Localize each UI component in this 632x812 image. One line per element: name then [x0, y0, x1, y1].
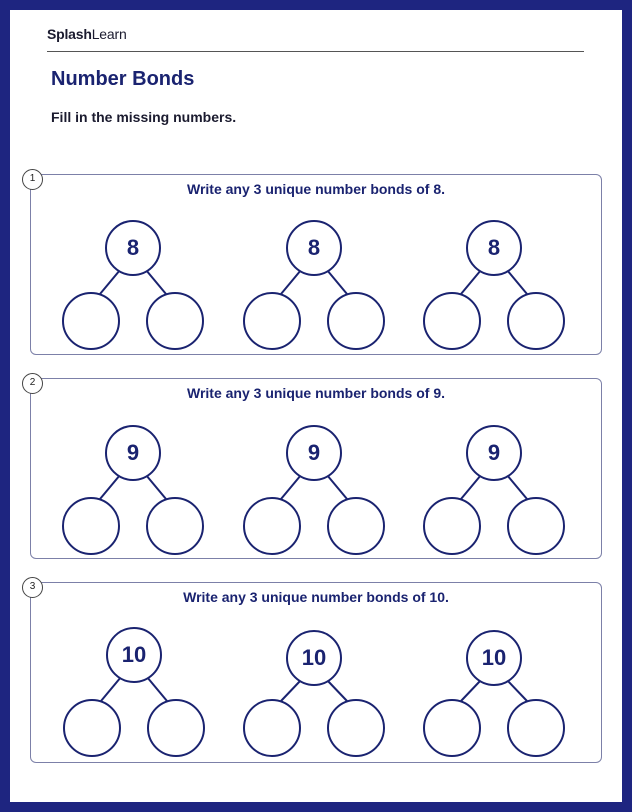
- question-number-2: 2: [22, 373, 43, 394]
- bond-part-input[interactable]: [62, 497, 120, 555]
- bond-part-input[interactable]: [327, 699, 385, 757]
- bond-part-input[interactable]: [243, 292, 301, 350]
- bond-part-input[interactable]: [147, 699, 205, 757]
- question-prompt-1: Write any 3 unique number bonds of 8.: [187, 181, 445, 197]
- bond-part-input[interactable]: [507, 497, 565, 555]
- bond-whole-circle: 8: [105, 220, 161, 276]
- bond-part-input[interactable]: [243, 699, 301, 757]
- bond-whole-circle: 10: [286, 630, 342, 686]
- bond-part-input[interactable]: [423, 497, 481, 555]
- splashlearn-logo: [47, 26, 127, 42]
- question-prompt-2: Write any 3 unique number bonds of 9.: [187, 385, 445, 401]
- bond-part-input[interactable]: [507, 699, 565, 757]
- bond-whole-circle: 10: [466, 630, 522, 686]
- bond-part-input[interactable]: [146, 497, 204, 555]
- logo-bold-text: Splash: [47, 26, 92, 42]
- worksheet-page: [10, 10, 622, 802]
- bond-whole-circle: 9: [286, 425, 342, 481]
- bond-whole-circle: 10: [106, 627, 162, 683]
- bond-whole-circle: 9: [105, 425, 161, 481]
- question-prompt-3: Write any 3 unique number bonds of 10.: [183, 589, 449, 605]
- bond-whole-circle: 8: [286, 220, 342, 276]
- bond-part-input[interactable]: [507, 292, 565, 350]
- logo-light-text: Learn: [91, 26, 127, 42]
- bond-part-input[interactable]: [62, 292, 120, 350]
- instruction-text: Fill in the missing numbers.: [51, 109, 237, 125]
- bond-part-input[interactable]: [146, 292, 204, 350]
- bond-part-input[interactable]: [327, 292, 385, 350]
- header-divider: [47, 51, 584, 52]
- bond-part-input[interactable]: [243, 497, 301, 555]
- worksheet-title: Number Bonds: [51, 68, 195, 90]
- bond-part-input[interactable]: [423, 292, 481, 350]
- bond-whole-circle: 9: [466, 425, 522, 481]
- bond-part-input[interactable]: [327, 497, 385, 555]
- question-number-3: 3: [22, 577, 43, 598]
- bond-whole-circle: 8: [466, 220, 522, 276]
- bond-part-input[interactable]: [423, 699, 481, 757]
- bond-part-input[interactable]: [63, 699, 121, 757]
- question-number-1: 1: [22, 169, 43, 190]
